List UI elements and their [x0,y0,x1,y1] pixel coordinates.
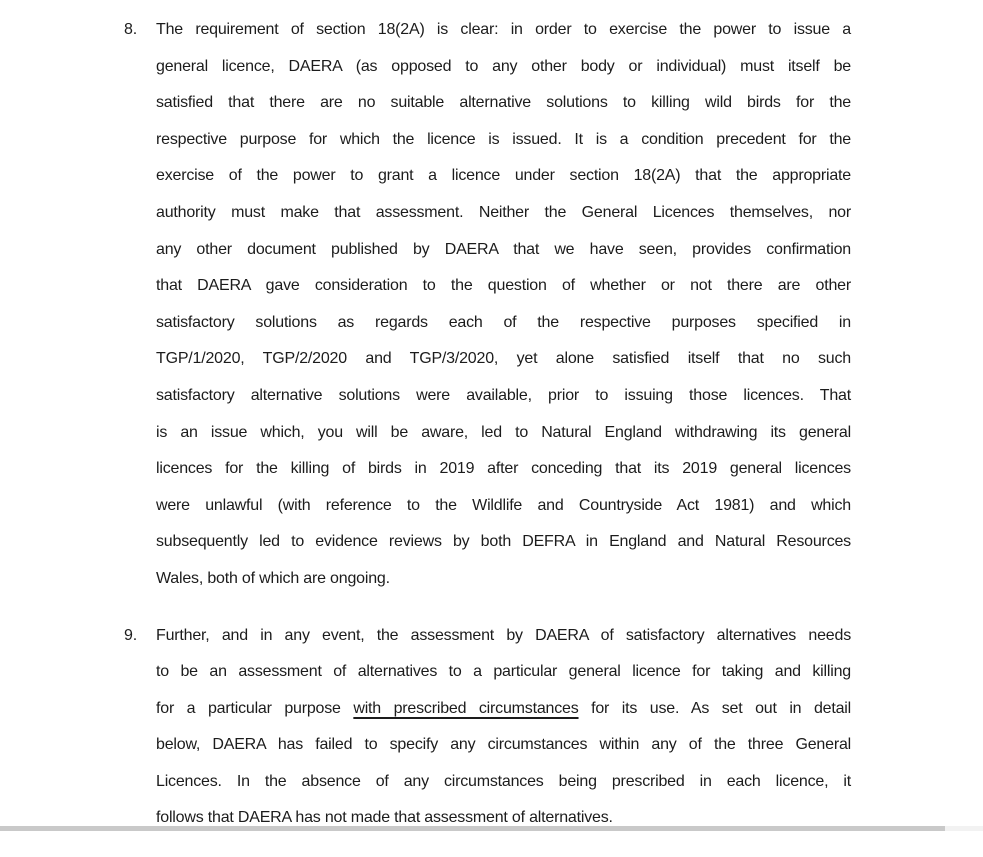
text-line [156,524,851,561]
text-line [156,618,851,655]
text-segment: The requirement of section 18(2A) is clear: in order to exercise the power to issue a [156,21,851,38]
text-line [156,122,851,159]
text-line [156,268,851,305]
text-line [156,232,851,269]
text-line [156,451,851,488]
text-line [156,49,851,86]
numbered-paragraph [124,618,851,838]
text-line [156,378,851,415]
document-body [124,12,851,837]
text-segment: respective purpose for which the licence is issued. It is a condition precedent for the [156,130,851,148]
text-line [156,12,851,49]
text-line [156,800,851,837]
text-line [156,764,851,801]
text-segment: satisfactory alternative solutions were available, prior to issuing those licences. That [156,386,851,404]
paragraph-number: 9. [124,626,137,644]
text-segment: Further, and in any event, the assessment by DAERA of satisfactory alternatives needs [156,626,851,644]
text-segment: to be an assessment of alternatives to a particular general licence for taking and killing [156,663,851,681]
text-line [156,561,851,598]
text-segment: TGP/1/2020, TGP/2/2020 and TGP/3/2020, yet alone satisfied itself that no such [156,350,851,368]
document-page [124,12,851,857]
text-segment: that DAERA gave consideration to the question of whether or not there are other [156,277,851,295]
text-line [156,488,851,525]
text-segment: for a particular purpose [156,699,354,717]
text-segment: exercise of the power to grant a licence under section 18(2A) that the appropriate [156,167,851,185]
underlined-text: with prescribed circumstances [353,699,579,717]
text-segment: subsequently led to evidence reviews by both DEFRA in England and Natural Resources [156,533,851,551]
text-segment: for its use. As set out in detail [578,699,852,717]
text-line [156,691,851,728]
text-line [156,727,851,764]
text-segment: general licence, DAERA (as opposed to any other body or individual) must itself be [156,57,851,75]
horizontal-scrollbar-thumb[interactable] [0,826,945,831]
text-segment: any other document published by DAERA that we have seen, provides confirmation [156,240,851,258]
text-segment: authority must make that assessment. Neither the General Licences themselves, nor [156,203,851,221]
text-segment: were unlawful (with reference to the Wildlife and Countryside Act 1981) and which [156,496,851,514]
text-segment: below, DAERA has failed to specify any circumstances within any of the three General [156,736,851,754]
paragraph-lines [156,12,851,598]
text-line [156,415,851,452]
text-segment: satisfactory solutions as regards each of the respective purposes specified in [156,313,851,331]
text-segment: follows that DAERA has not made that assessment of alternatives. [156,809,613,827]
paragraph-lines [156,618,851,838]
text-segment: satisfied that there are no suitable alternative solutions to killing wild birds for the [156,94,851,112]
text-line [156,305,851,342]
text-segment: is an issue which, you will be aware, led to Natural England withdrawing its general [156,423,851,441]
text-line [156,195,851,232]
text-segment: Wales, both of which are ongoing. [156,569,390,587]
horizontal-scrollbar[interactable] [0,826,983,831]
text-line [156,654,851,691]
text-segment: licences for the killing of birds in 2019 after conceding that its 2019 general licences [156,460,851,478]
text-line [156,341,851,378]
numbered-paragraph [124,12,851,598]
text-line [156,85,851,122]
text-segment: Licences. In the absence of any circumstances being prescribed in each licence, it [156,772,851,790]
text-line [156,158,851,195]
paragraph-number: 8. [124,21,137,38]
